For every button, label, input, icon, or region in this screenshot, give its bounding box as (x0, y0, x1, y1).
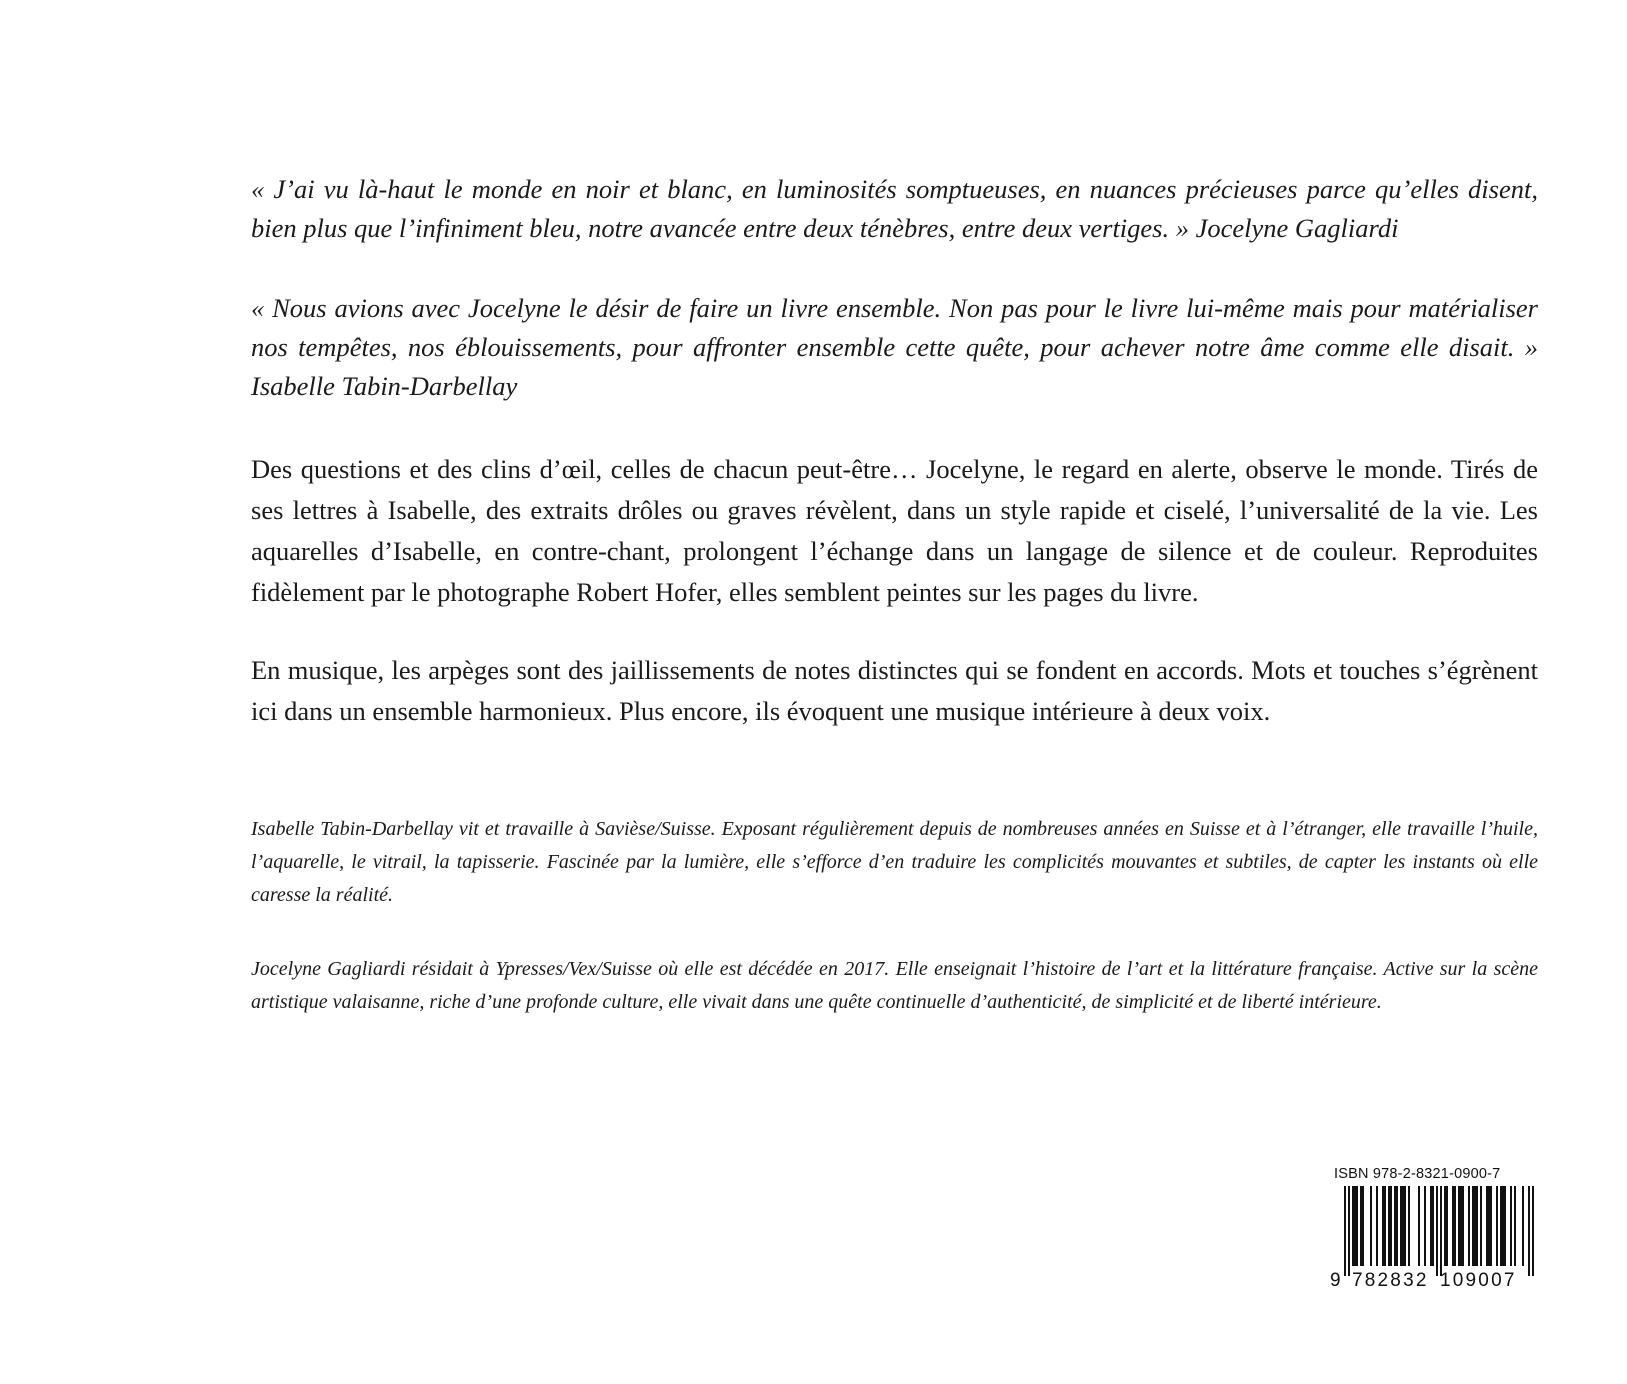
barcode-bar (1454, 1186, 1456, 1266)
barcode-bar (1476, 1186, 1478, 1266)
barcode-bar (1468, 1186, 1470, 1266)
barcode-bar (1460, 1186, 1462, 1266)
barcode-bar (1486, 1186, 1488, 1266)
barcode-guard-bar (1532, 1186, 1534, 1276)
barcode-bars (1330, 1186, 1538, 1278)
barcode-bar (1382, 1186, 1384, 1266)
barcode-bar (1384, 1186, 1386, 1266)
barcode-bar (1402, 1186, 1404, 1266)
barcode-bar (1418, 1186, 1420, 1266)
barcode-bar (1354, 1186, 1356, 1266)
ean-right-group: 109007 (1440, 1270, 1517, 1291)
barcode-guard-bar (1440, 1186, 1442, 1276)
barcode-bar (1452, 1186, 1454, 1266)
barcode-bar (1362, 1186, 1364, 1266)
ean-first-digit: 9 (1330, 1270, 1341, 1291)
music-paragraph (251, 650, 1538, 732)
barcode-bar (1480, 1186, 1482, 1266)
isbn-barcode (1330, 1166, 1538, 1296)
barcode-bar (1496, 1186, 1498, 1266)
paragraph-text: Des questions et des clins d’œil, celles de chacun peut-être… Jocelyne, le regard en alerte, observe le monde. Tirés de ses lettres à Isabelle, des extraits drôles ou graves révèlent, dans un style rapide et ciselé, l’universalité de la vie. Les aquarelles d’Isabelle, en contre-chant, prolongent l’échange dans un langage de silence et de couleur. Reproduites fidèlement par le photographe Robert Hofer, elles semblent peintes sur les pages du livre. (251, 454, 1538, 607)
barcode-bar (1356, 1186, 1358, 1266)
barcode-bar (1388, 1186, 1390, 1266)
bio-isabelle-tabin-darbellay (251, 813, 1538, 912)
barcode-bar (1432, 1186, 1434, 1266)
paragraph-text: En musique, les arpèges sont des jaillissements de notes distinctes qui se fondent en accords. Mots et touches s’égrènent ici dans un ensemble harmonieux. Plus encore, ils évoquent une musique intérieure à deux voix. (251, 655, 1538, 726)
barcode-guard-bar (1344, 1186, 1346, 1276)
bio-jocelyne-gagliardi (251, 953, 1538, 1019)
bio-text: Jocelyne Gagliardi résidait à Ypresses/Vex/Suisse où elle est décédée en 2017. Elle enseignait l’histoire de l’art et la littérature française. Active sur la scène artistique valaisanne, riche d’une profonde culture, elle vivait dans une quête continuelle d’authenticité, de simplicité et de liberté intérieure. (251, 958, 1538, 1013)
barcode-bar (1490, 1186, 1492, 1266)
barcode-bar (1504, 1186, 1506, 1266)
barcode-bar (1500, 1186, 1502, 1266)
quote-jocelyne-gagliardi (251, 170, 1538, 248)
barcode-bar (1446, 1186, 1448, 1266)
barcode-bar (1522, 1186, 1524, 1266)
barcode-bar (1488, 1186, 1490, 1266)
barcode-bar (1472, 1186, 1474, 1266)
barcode-bar (1458, 1186, 1460, 1266)
ean-left-group: 782832 (1352, 1270, 1429, 1291)
barcode-bar (1474, 1186, 1476, 1266)
barcode-bar (1394, 1186, 1396, 1266)
barcode-guard-bar (1436, 1186, 1438, 1276)
barcode-bar (1404, 1186, 1406, 1266)
barcode-bar (1502, 1186, 1504, 1266)
barcode-bar (1462, 1186, 1464, 1266)
barcode-bar (1444, 1186, 1446, 1266)
barcode-bar (1424, 1186, 1426, 1266)
barcode-bar (1408, 1186, 1410, 1266)
barcode-bar (1352, 1186, 1354, 1266)
barcode-bar (1430, 1186, 1432, 1266)
barcode-bar (1376, 1186, 1378, 1266)
isbn-label: ISBN 978-2-8321-0900-7 (1334, 1166, 1501, 1182)
quote-isabelle-tabin-darbellay (251, 289, 1538, 406)
quote-text: « Nous avions avec Jocelyne le désir de faire un livre ensemble. Non pas pour le livre lui-même mais pour matérialiser nos tempêtes, nos éblouissements, pour affronter ensemble cette quête, pour achever notre âme comme elle disait. » Isabelle Tabin-Darbellay (251, 293, 1538, 401)
bio-text: Isabelle Tabin-Darbellay vit et travaille à Savièse/Suisse. Exposant régulièrement depuis de nombreuses années en Suisse et à l’étranger, elle travaille l’huile, l’aquarelle, le vitrail, la tapisserie. Fascinée par la lumière, elle s’efforce d’en traduire les complicités mouvantes et subtiles, de capter les instants où elle caresse la réalité. (251, 818, 1538, 906)
quote-text: « J’ai vu là-haut le monde en noir et blanc, en luminosités somptueuses, en nuances précieuses parce qu’elles disent, bien plus que l’infiniment bleu, notre avancée entre deux ténèbres, entre deux vertiges. » Jocelyne Gagliardi (251, 174, 1538, 243)
barcode-bar (1510, 1186, 1512, 1266)
barcode-bar (1360, 1186, 1362, 1266)
barcode-bar (1514, 1186, 1516, 1266)
barcode-bar (1370, 1186, 1372, 1266)
ean-digits (1330, 1270, 1538, 1294)
barcode-bar (1400, 1186, 1402, 1266)
description-paragraph (251, 449, 1538, 613)
barcode-guard-bar (1348, 1186, 1350, 1276)
barcode-bar (1396, 1186, 1398, 1266)
barcode-bar (1390, 1186, 1392, 1266)
barcode-guard-bar (1528, 1186, 1530, 1276)
